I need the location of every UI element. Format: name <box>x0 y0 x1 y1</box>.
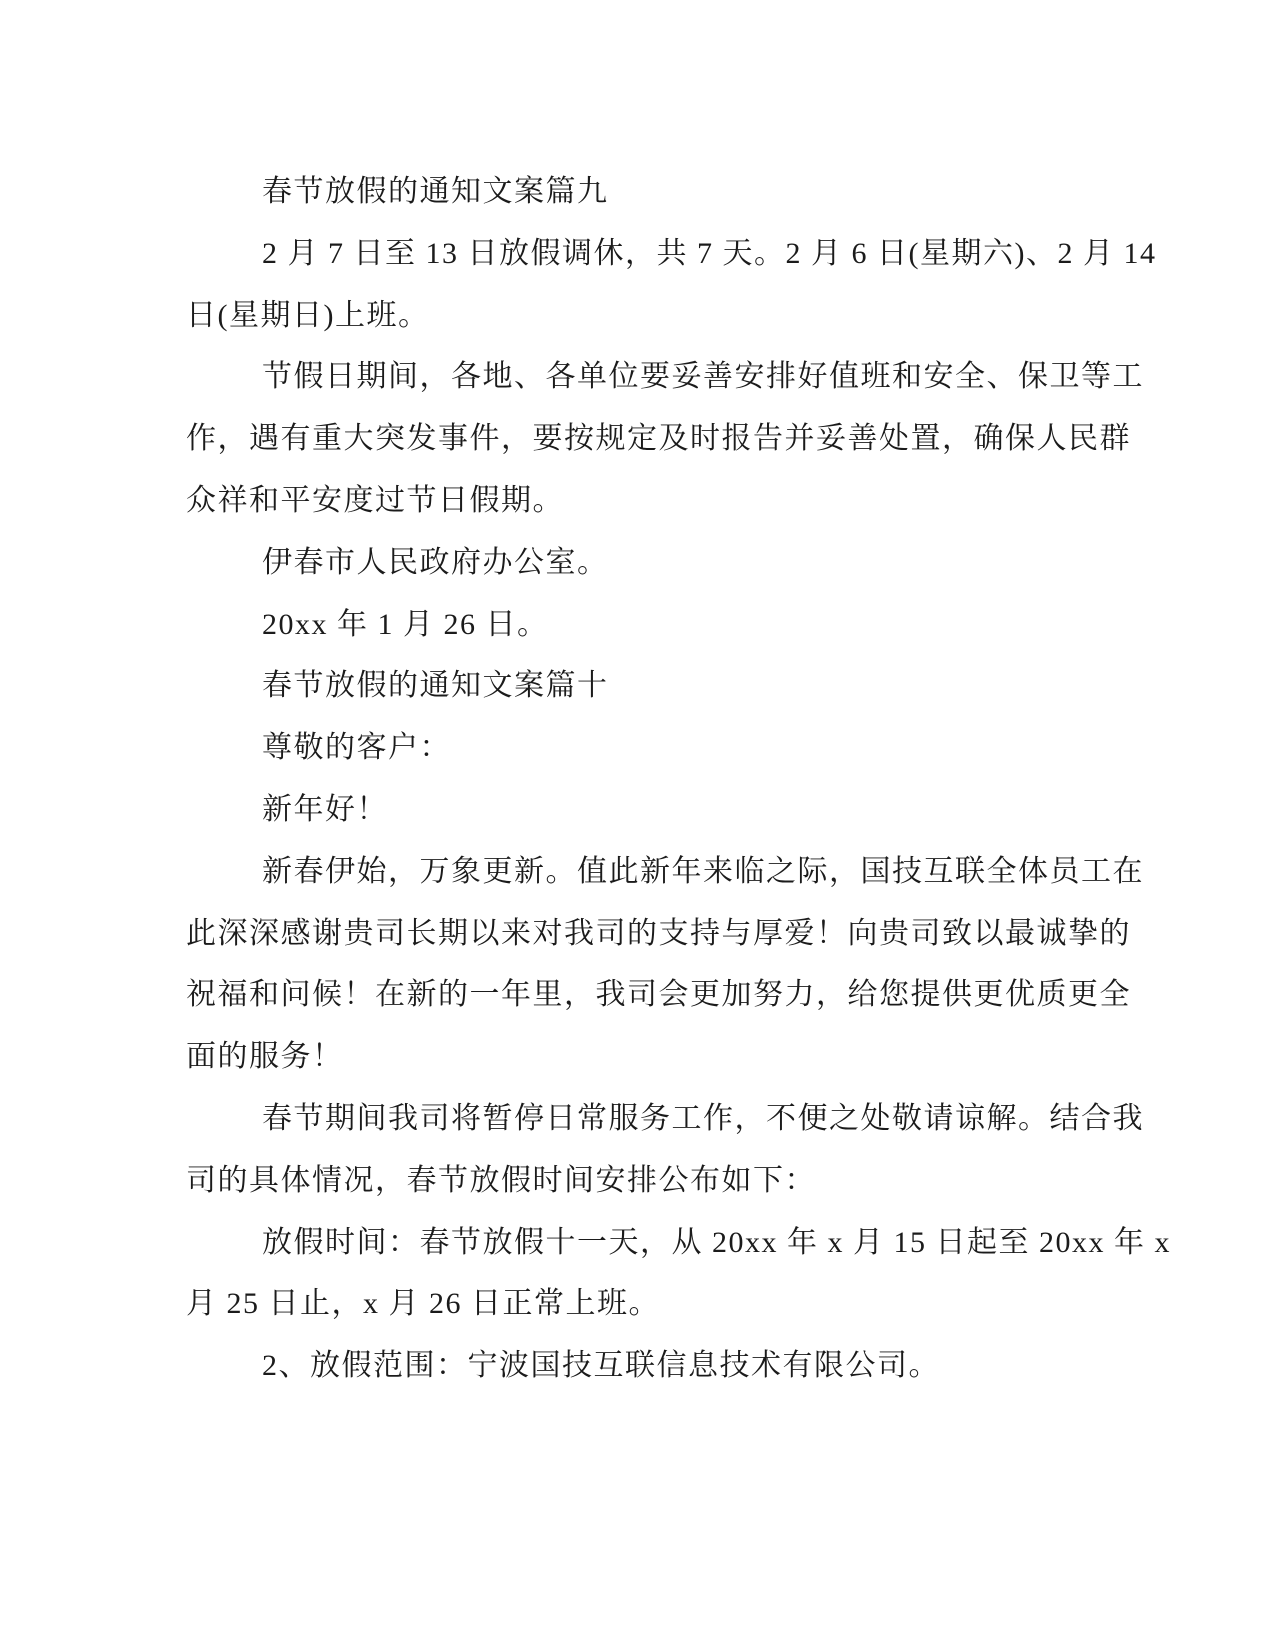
text-line: 面的服务！ <box>186 1040 344 1074</box>
text-line: 新年好！ <box>262 792 388 826</box>
text-line: 2、放假范围：宁波国技互联信息技术有限公司。 <box>262 1349 940 1383</box>
text-line: 日(星期日)上班。 <box>186 298 430 332</box>
text-line: 众祥和平安度过节日假期。 <box>186 483 564 517</box>
text-line: 春节放假的通知文案篇九 <box>262 175 609 208</box>
text-line: 节假日期间，各地、各单位要妥善安排好值班和安全、保卫等工 <box>262 360 1144 394</box>
text-line: 祝福和问候！在新的一年里，我司会更加努力，给您提供更优质更全 <box>186 978 1131 1012</box>
text-line: 司的具体情况，春节放假时间安排公布如下： <box>186 1163 816 1197</box>
text-line: 月 25 日止，x 月 26 日正常上班。 <box>186 1287 660 1321</box>
text-line: 作，遇有重大突发事件，要按规定及时报告并妥善处置，确保人民群 <box>186 422 1131 456</box>
text-line: 尊敬的客户： <box>262 731 451 765</box>
text-line: 放假时间：春节放假十一天，从 20xx 年 x 月 15 日起至 20xx 年 x <box>262 1225 1171 1259</box>
text-line: 春节放假的通知文案篇十 <box>262 669 609 703</box>
text-line: 2 月 7 日至 13 日放假调休，共 7 天。2 月 6 日(星期六)、2 月 14 <box>262 236 1157 270</box>
text-line: 新春伊始，万象更新。值此新年来临之际，国技互联全体员工在 <box>262 854 1144 888</box>
document-body <box>186 161 1171 1397</box>
text-line: 此深深感谢贵司长期以来对我司的支持与厚爱！向贵司致以最诚挚的 <box>186 916 1131 950</box>
text-line: 伊春市人民政府办公室。 <box>262 545 609 579</box>
text-line: 20xx 年 1 月 26 日。 <box>262 607 549 641</box>
text-line: 春节期间我司将暂停日常服务工作，不便之处敬请谅解。结合我 <box>262 1101 1144 1135</box>
